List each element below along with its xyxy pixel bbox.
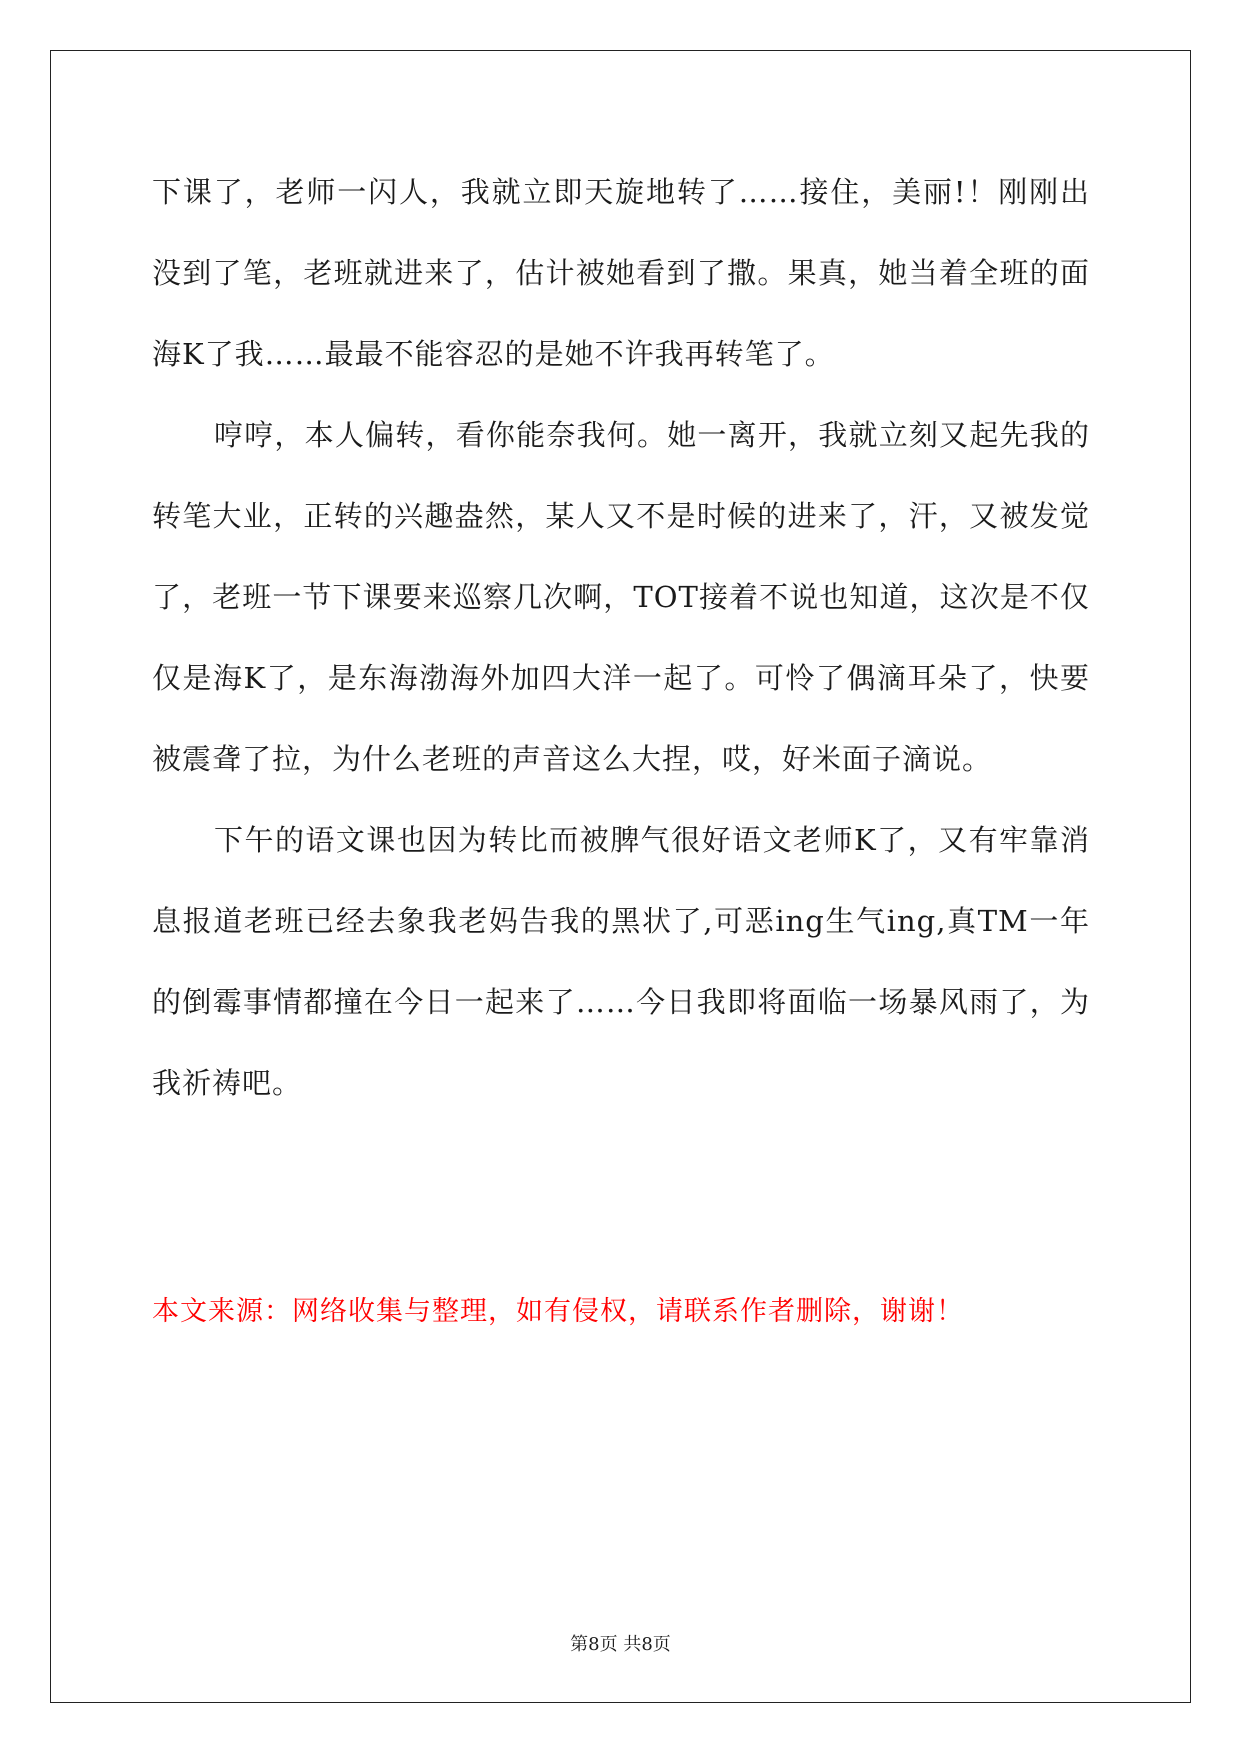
document-body [152, 152, 1090, 1124]
page-number-footer: 第8页 共8页 [570, 1634, 671, 1655]
source-disclaimer: 本文来源：网络收集与整理，如有侵权，请联系作者删除，谢谢！ [152, 1296, 964, 1327]
paragraph-2: 哼哼，本人偏转，看你能奈我何。她一离开，我就立刻又起先我的转笔大业，正转的兴趣盎然，某人又不是时候的进来了，汗，又被发觉了，老班一节下课要来巡察几次啊，TOT接着不说也知道，这次是不仅仅是海K了，是东海渤海外加四大洋一起了。可怜了偶滴耳朵了，快要被震聋了拉，为什么老班的声音这么大捏，哎，好米面子滴说。 [152, 418, 1090, 776]
paragraph-1: 下课了，老师一闪人，我就立即天旋地转了……接住，美丽!！刚刚出没到了笔，老班就进来了，估计被她看到了撒。果真，她当着全班的面海K了我……最最不能容忍的是她不许我再转笔了。 [152, 175, 1090, 371]
paragraph-3: 下午的语文课也因为转比而被脾气很好语文老师K了，又有牢靠消息报道老班已经去象我老妈告我的黑状了,可恶ing生气ing,真TM一年的倒霉事情都撞在今日一起来了……今日我即将面临一场暴风雨了，为我祈祷吧。 [152, 823, 1090, 1100]
